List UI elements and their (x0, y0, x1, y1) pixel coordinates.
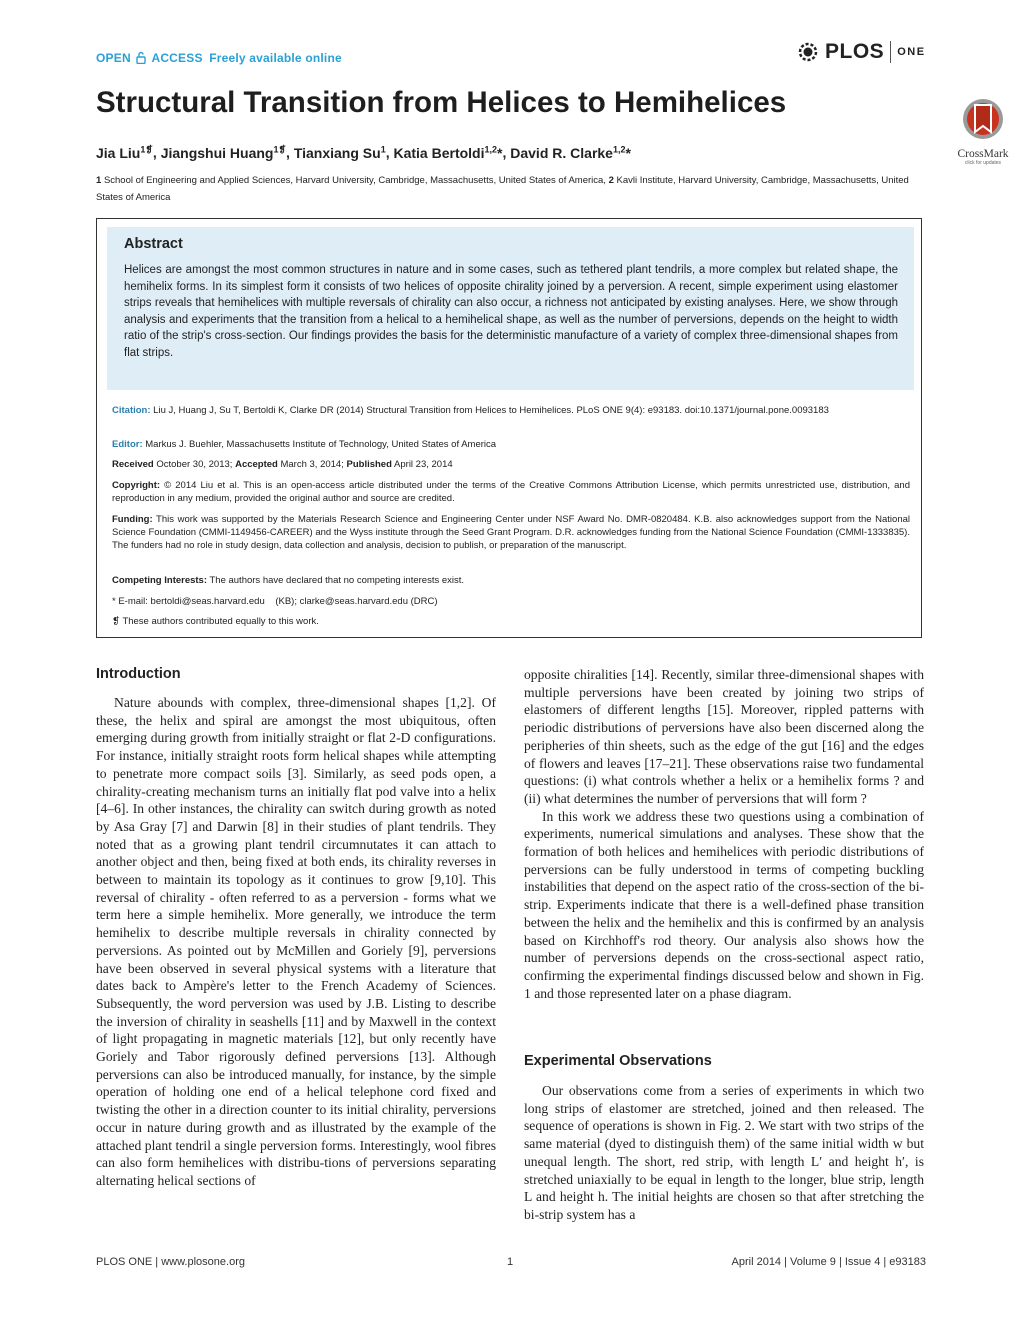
author[interactable]: Jia Liu$^{1❡}$ (96, 144, 153, 161)
introduction-text (96, 694, 496, 1190)
author[interactable]: David R. Clarke$^{1,2}$* (510, 144, 631, 161)
author[interactable]: Tianxiang Su$^1$ (293, 144, 386, 161)
author[interactable]: Katia Bertoldi$^{1,2}$* (393, 144, 503, 161)
open-label: OPEN (96, 51, 131, 65)
open-lock-icon (136, 51, 146, 64)
email-link[interactable]: * E-mail: bertoldi@seas.harvard.edu (112, 596, 265, 607)
experimental-text (524, 1082, 924, 1224)
plos-wordmark: PLOS (825, 40, 885, 63)
citation: Citation: Liu J, Huang J, Su T, Bertoldi K, Clarke DR (2014) Structural Transition from Helices to Hemihelices. PLoS ONE 9(4): e93183. doi:10.1371/journal.pone.0093183 (112, 405, 829, 416)
paragraph: Our observations come from a series of experiments in which two long strips of elastomer are stretched, joined and then released. The sequence of operations is shown in Fig. 2. We start with two strips of the same material (dyed to distinguish them) of the same initial width w but unequal length. The short, red strip, with length L′ and height h′, is stretched uniaxially to be equal in length to the longer, blue strip, length L and height h. The initial heights are chosen so that after stretching the bi-strip system has a (524, 1083, 924, 1222)
footer-journal[interactable]: PLOS ONE | www.plosone.org (96, 1256, 245, 1268)
equal-contribution: ❡ These authors contributed equally to this work. (112, 616, 319, 627)
open-access-banner (96, 51, 342, 65)
article-title: Structural Transition from Helices to Hemihelices (96, 86, 787, 119)
crossmark-icon (961, 96, 1005, 142)
plos-one-logo[interactable] (797, 37, 926, 67)
paragraph: opposite chiralities [14]. Recently, similar three-dimensional shapes with multiple perversions have been created by joining two strips of elastomers of different lengths [15]. Moreover, rippled patterns with periodic distributions of perversions have also been discerned along the peripheries of thin sheets, such as the edge of the gut [16] and the edges of flowers and leaves [17–21]. These observations raise two fundamental questions: (i) what controls whether a helix or a hemihelix forms ? and (ii) what determines the number of perversions that will form ? (524, 667, 924, 806)
paragraph: Nature abounds with complex, three-dimensional shapes [1,2]. Of these, the helix and spiral are amongst the most ubiquitous, often emerging during growth from initially straight or flat 2-D configurations. For instance, initially straight roots form helical shapes while attempting to penetrate more compact soils [3]. Similarly, as seed pods open, a chirality-creating mechanism turns an initially flat pod valve into a helix [4–6]. In other instances, the chirality can switch during growth as noted by Asa Gray [7] and Darwin [8] in their studies of plant tendrils. They noted that as a growing plant tendril circumnutates it can attach to another object and then, being fixed at both ends, its chirality reverses in between to maintain its topology as it continues to grow [9,10]. This reversal of chirality - often referred to as a perversion - forms what we term here a simple hemihelix. More generally, we introduce the term hemihelix to describe multiple reversals in chirality connected by perversions. As pointed out by McMillen and Goriely [9], perversions have been observed in several physical systems with a literature that dates back to Ampère's letter to the French Academy of Sciences. Subsequently, the word perversion was used by J.B. Listing to describe the inversion of chirality in seashells [11] and by Maxwell in the context of light propagating in magnetic materials [12], but only recently have Goriely and Tabor rigorously defined perversions [13]. Although perversions can also be introduced manually, for instance, by the simple operation of holding one end of a helical telephone cord fixed and twisting the other in a direction counter to its initial chirality, perversions occur in nature during growth and as illustrated by the example of the attached plant tendril a single perversion forms. Interestingly, wool fibres can also form hemihelices with distribu-tions of perversions separating alternating helical sections of (96, 695, 496, 1188)
crossmark-sub: click for updates (964, 160, 1002, 166)
funding: Funding: This work was supported by the Materials Research Science and Engineering Center under NSF Award No. DMR-0820484. K.B. also acknowledges support from the National Science Foundation (CMMI-1149456-CAREER) and the Wyss institute through the Seed Grant Program. D.R. acknowledges funding from the National Science Foundation (CMMI-1333835). The funders had no role in study design, data collection and analysis, decision to publish, or preparation of the manuscript. (112, 514, 911, 551)
author[interactable]: Jiangshui Huang$^{1❡}$ (160, 144, 287, 161)
experimental-heading: Experimental Observations (524, 1053, 712, 1069)
freely-label: Freely available online (209, 51, 342, 65)
access-label: ACCESS (151, 51, 203, 65)
author-list: Jia Liu$^{1❡}$, Jiangshui Huang$^{1❡}$, Tianxiang Su$^1$, Katia Bertoldi$^{1,2}$*, David R. Clarke$^{1,2}$* (96, 144, 631, 161)
affiliations: 1 School of Engineering and Applied Sciences, Harvard University, Cambridge, Massachusetts, United States of America, 2 Kavli Institute, Harvard University, Cambridge, Massachusetts, United States of America (96, 175, 909, 203)
right-column-text (524, 666, 924, 1002)
page-number: 1 (507, 1256, 514, 1268)
copyright: Copyright: © 2014 Liu et al. This is an open-access article distributed under the terms of the Creative Commons Attribution License, which permits unrestricted use, distribution, and reproduction in any medium, provided the original author and source are credited. (112, 480, 910, 504)
editor: Editor: Markus J. Buehler, Massachusetts Institute of Technology, United States of America (112, 439, 497, 450)
email: * E-mail: bertoldi@seas.harvard.edu (KB); clarke@seas.harvard.edu (DRC) (112, 596, 438, 607)
crossmark-badge[interactable] (938, 96, 1020, 166)
one-wordmark: ONE (897, 46, 926, 58)
introduction-heading: Introduction (96, 666, 181, 682)
competing-interests: Competing Interests: The authors have declared that no competing interests exist. (112, 575, 465, 586)
footer-issue: April 2014 | Volume 9 | Issue 4 | e93183 (731, 1256, 926, 1268)
dates: Received October 30, 2013; Accepted March 3, 2014; Published April 23, 2014 (112, 459, 453, 470)
crossmark-label: CrossMark (957, 148, 1009, 160)
plos-gear-icon (797, 41, 819, 63)
abstract-text: Helices are amongst the most common structures in nature and in some cases, such as tethered plant tendrils, a more complex but related shape, the hemihelix forms. In its simplest form it consists of two helices of opposite chirality joined by a perversion. A recent, simple experiment using elastomer strips reveals that hemihelices with multiple reversals of chirality can also occur, a richness not anticipated by existing analyses. Here, we show through analysis and experiments that the transition from a helical to a hemihelical shape, as well as the number of perversions, depends on the height to width ratio of the strip's cross-section. Our findings provides the basis for the deterministic manufacture of a variety of complex three-dimensional shapes from flat strips. (124, 264, 898, 359)
abstract-heading: Abstract (124, 236, 183, 252)
logo-divider (890, 41, 891, 63)
paragraph: In this work we address these two questions using a combination of experiments, numerical simulations and analyses. These show that the formation of both helices and hemihelices with periodic distributions of perversions can be fully understood in terms of competing buckling instabilities that depend on the aspect ratio of the cross-section of the bi-strip. Experiments indicate that there is a well-defined phase transition between the helix and the hemihelix and this is confirmed by an analysis based on Kirchhoff's rod theory. Our analysis also shows how the number of perversions depends on the cross-sectional aspect ratio, confirming the experimental findings discussed below and shown in Fig. 1 and those represented later on a phase diagram. (524, 808, 924, 1001)
